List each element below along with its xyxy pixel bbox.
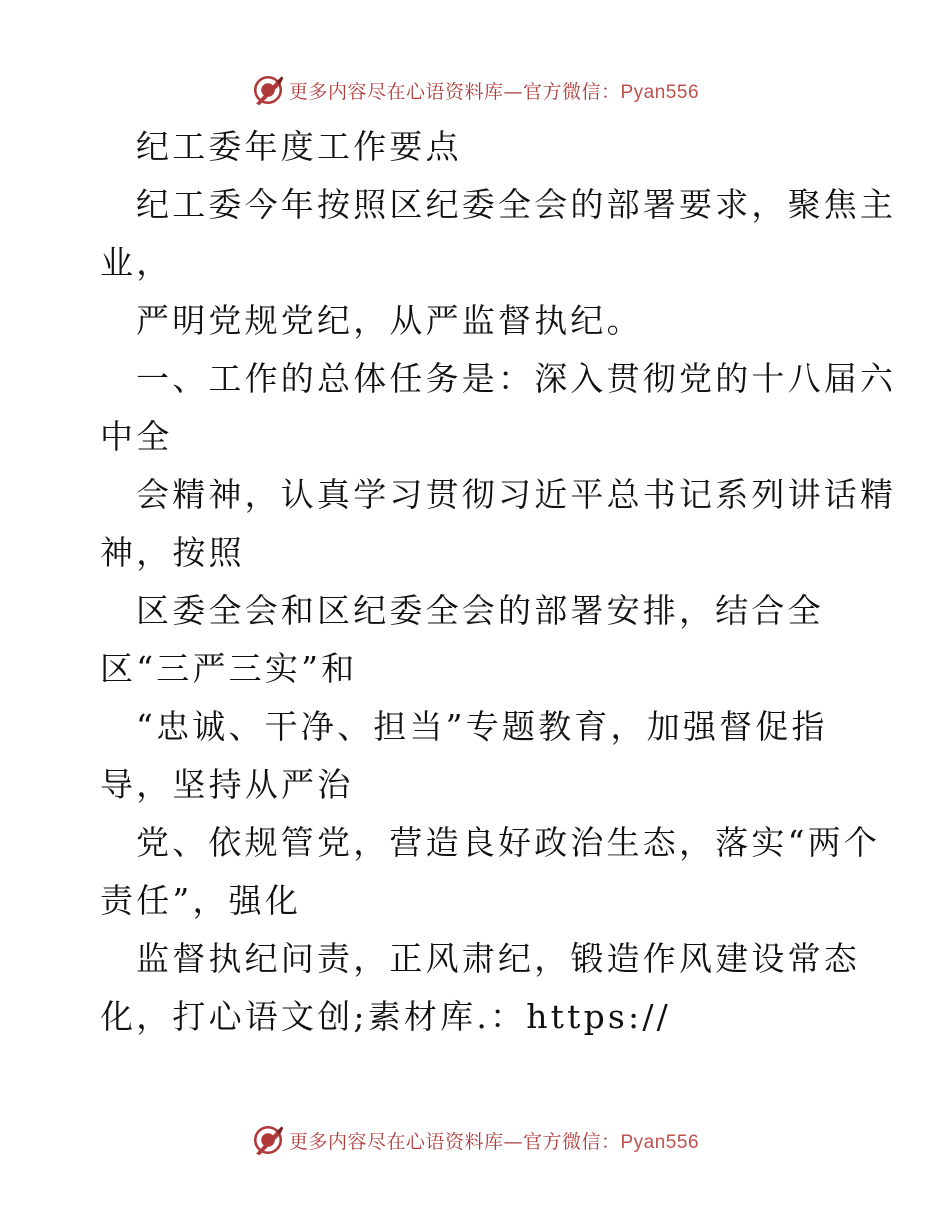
paragraph-line: 纪工委今年按照区纪委全会的部署要求，聚焦主 [136, 185, 897, 224]
document-title: 纪工委年度工作要点 [136, 127, 462, 166]
paragraph-line: 区“三严三实”和 [100, 649, 358, 688]
paragraph-line: 党、依规管党，营造良好政治生态，落实“两个 [136, 823, 881, 862]
paragraph-line: 区委全会和区纪委全会的部署安排，结合全 [136, 591, 824, 630]
paragraph-line: 业， [100, 243, 173, 282]
paragraph-line: 严明党规党纪，从严监督执纪。 [136, 301, 643, 340]
paragraph-line: 一、工作的总体任务是：深入贯彻党的十八届六 [136, 359, 897, 398]
paragraph-line: 监督执纪问责，正风肃纪，锻造作风建设常态 [136, 939, 860, 978]
pen-logo-icon [251, 73, 285, 107]
document-body [100, 118, 897, 1046]
header-banner [0, 70, 950, 110]
paragraph-line: 责任”，强化 [100, 881, 302, 920]
paragraph-line: 神，按照 [100, 533, 245, 572]
header-banner-text: 更多内容尽在心语资料库—官方微信：Pyan556 [288, 80, 700, 103]
paragraph-line: 化，打心语文创;素材库.：https:// [100, 997, 671, 1036]
footer-banner-text: 更多内容尽在心语资料库—官方微信：Pyan556 [288, 1130, 700, 1153]
pen-logo-icon [251, 1123, 285, 1157]
paragraph-line: 导，坚持从严治 [100, 765, 354, 804]
paragraph-line: “忠诚、干净、担当”专题教育，加强督促指 [136, 707, 828, 746]
paragraph-line: 中全 [100, 417, 173, 456]
paragraph-line: 会精神，认真学习贯彻习近平总书记系列讲话精 [136, 475, 897, 514]
footer-banner [0, 1120, 950, 1160]
